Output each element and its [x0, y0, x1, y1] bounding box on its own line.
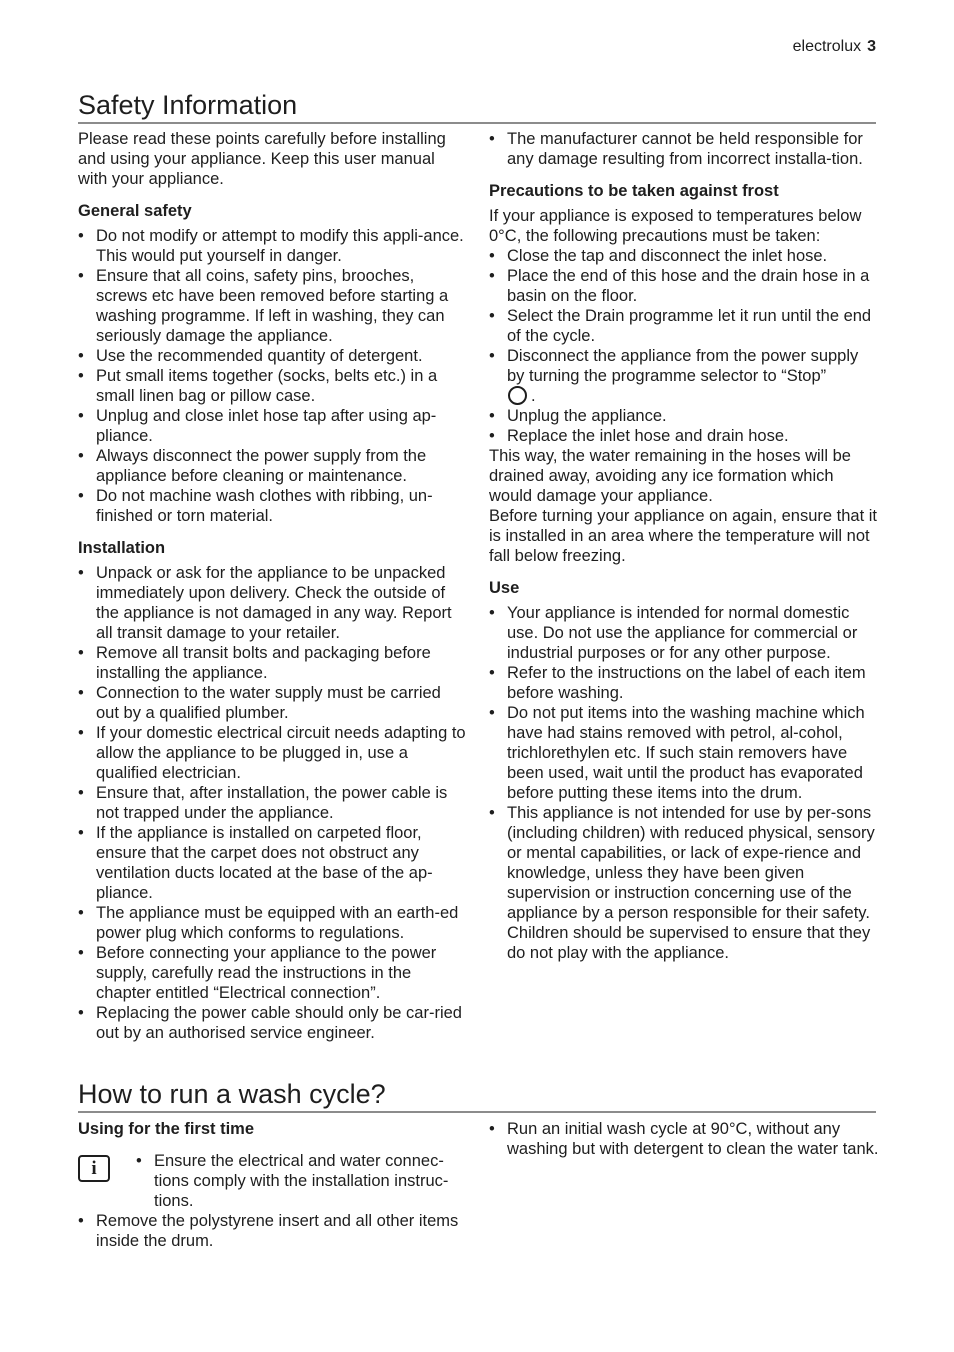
heading-general-safety: General safety — [78, 202, 192, 220]
list-item: • Ensure the electrical and water connec-tions comply with the installation instruc-tions. — [136, 1151, 466, 1211]
list-item: • Run an initial wash cycle at 90°C, without any washing but with detergent to clean the water tank. — [489, 1119, 879, 1159]
list-item: • Your appliance is intended for normal domestic use. Do not use the appliance for commercial or industrial purposes or for any other purpose. — [489, 603, 879, 663]
safety-right-column — [489, 129, 879, 963]
list-item: • Place the end of this hose and the drain hose in a basin on the floor. — [489, 266, 879, 306]
first-time-right-list — [489, 1119, 879, 1159]
list-item: • Select the Drain programme let it run until the end of the cycle. — [489, 306, 879, 346]
running-header — [793, 38, 876, 56]
disconnect-suffix: . — [531, 387, 536, 405]
list-item: • Close the tap and disconnect the inlet hose. — [489, 246, 879, 266]
first-time-list — [78, 1211, 466, 1251]
children-note: Children should be supervised to ensure that they do not play with the appliance. — [507, 924, 871, 962]
frost-paragraph-2: Before turning your appliance on again, ensure that it is installed in an area where the temperature will not fall below freezing. — [489, 507, 878, 565]
general-safety-list — [78, 226, 466, 526]
info-list — [136, 1151, 466, 1211]
list-item: • Unplug and close inlet hose tap after using ap-pliance. — [78, 406, 466, 446]
safety-left-column — [78, 129, 466, 1043]
list-item: • Unpack or ask for the appliance to be unpacked immediately upon delivery. Check the outside of the appliance is not damaged in any way. Report all transit damage to your retailer. — [78, 563, 466, 643]
list-item: • Connection to the water supply must be carried out by a qualified plumber. — [78, 683, 466, 723]
list-item: • If your domestic electrical circuit needs adapting to allow the appliance to be plugged in, use a qualified electrician. — [78, 723, 466, 783]
disconnect-text: Disconnect the appliance from the power supply by turning the programme selector to “Stop” — [507, 347, 859, 385]
heading-use: Use — [489, 579, 520, 597]
list-item: • Refer to the instructions on the label of each item before washing. — [489, 663, 879, 703]
list-item: • Put small items together (socks, belts etc.) in a small linen bag or pillow case. — [78, 366, 466, 406]
list-item: • Remove all transit bolts and packaging before installing the appliance. — [78, 643, 466, 683]
list-item: • Remove the polystyrene insert and all other items inside the drum. — [78, 1211, 466, 1251]
heading-first-time: Using for the first time — [78, 1120, 255, 1138]
list-item: • Do not machine wash clothes with ribbing, un-finished or torn material. — [78, 486, 466, 526]
list-item: • Do not put items into the washing machine which have had stains removed with petrol, al-cohol, trichlorethylen etc. If such stain removers have been used, wait until the product has evaporated before putting these items into the drum. — [489, 703, 879, 803]
list-item: • Replacing the power cable should only be car-ried out by an authorised service engineer. — [78, 1003, 466, 1043]
frost-intro: If your appliance is exposed to temperatures below 0°C, the following precautions must be taken: — [489, 207, 862, 245]
list-item: • Before connecting your appliance to the power supply, carefully read the instructions in the chapter entitled “Electrical connection”. — [78, 943, 466, 1003]
manufacturer-list — [489, 129, 879, 169]
safety-intro: Please read these points carefully before installing and using your appliance. Keep this user manual with your appliance. — [78, 130, 446, 188]
heading-installation: Installation — [78, 539, 166, 557]
list-item: • Replace the inlet hose and drain hose. — [489, 426, 879, 446]
list-item: • Do not modify or attempt to modify this appli-ance. This would put yourself in danger. — [78, 226, 466, 266]
brand-name: electrolux — [792, 38, 862, 55]
list-item: • Always disconnect the power supply from the appliance before cleaning or maintenance. — [78, 446, 466, 486]
list-item: • If the appliance is installed on carpeted floor, ensure that the carpet does not obstruct any ventilation ducts located at the base of the ap-pliance. — [78, 823, 466, 903]
frost-list — [489, 246, 879, 446]
list-item: • The appliance must be equipped with an earth-ed power plug which conforms to regulations. — [78, 903, 466, 943]
installation-list — [78, 563, 466, 1043]
stop-symbol-icon — [508, 386, 527, 405]
list-item: • Use the recommended quantity of detergent. — [78, 346, 466, 366]
list-item-disconnect — [489, 346, 879, 406]
section-title-safety: Safety Information — [78, 89, 876, 124]
frost-paragraph-1: This way, the water remaining in the hoses will be drained away, avoiding any ice formation which would damage your appliance. — [489, 447, 851, 505]
wash-left-column — [78, 1119, 466, 1251]
wash-right-column — [489, 1119, 879, 1159]
section-title-wash-cycle: How to run a wash cycle? — [78, 1078, 876, 1113]
list-item: • Unplug the appliance. — [489, 406, 879, 426]
list-item: • The manufacturer cannot be held responsible for any damage resulting from incorrect installa-tion. — [489, 129, 879, 169]
heading-frost-precautions: Precautions to be taken against frost — [489, 182, 779, 200]
use-list — [489, 603, 879, 923]
list-item: • Ensure that all coins, safety pins, brooches, screws etc have been removed before starting a washing programme. If left in washing, they can seriously damage the appliance. — [78, 266, 466, 346]
info-icon: i — [78, 1155, 110, 1182]
list-item: • This appliance is not intended for use by per-sons (including children) with reduced physical, sensory or mental capabilities, or lack of expe-rience and knowledge, unless they have been given supervision or instruction concerning use of the appliance by a person responsible for their safety. — [489, 803, 879, 923]
list-item: • Ensure that, after installation, the power cable is not trapped under the appliance. — [78, 783, 466, 823]
page-number: 3 — [867, 38, 876, 55]
info-note — [78, 1151, 466, 1211]
